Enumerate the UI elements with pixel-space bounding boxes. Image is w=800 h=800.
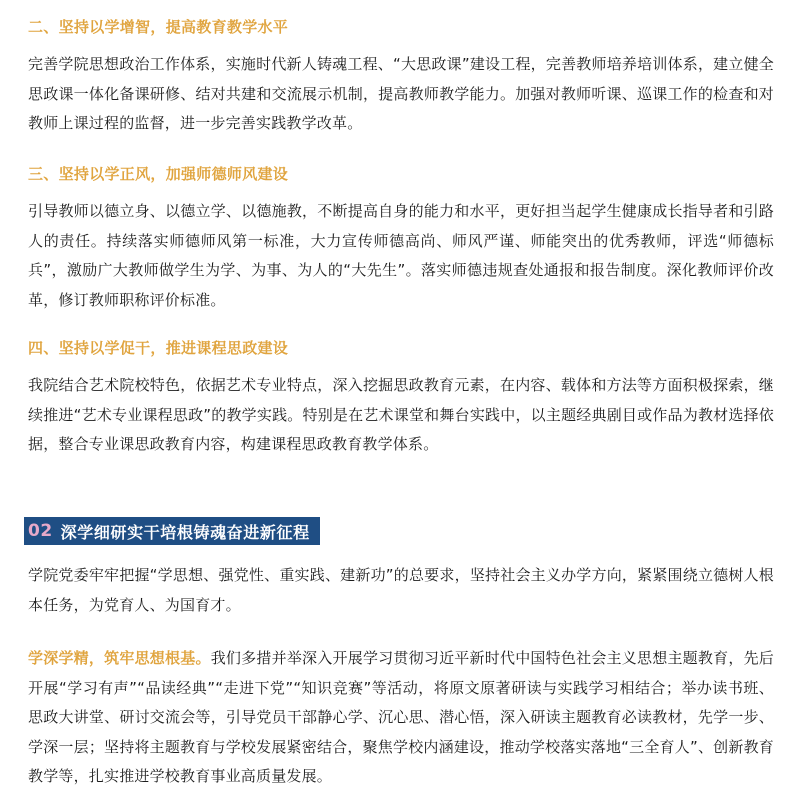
intro-paragraph-block: [28, 561, 774, 620]
final-body-text: 我们多措并举深入开展学习贯彻习近平新时代中国特色社会主义思想主题教育，先后开展“学习有声”“品读经典”“走进下党”“知识竞赛”等活动，将原文原著研读与实践学习相结合；举办读书班、思政大讲堂、研讨交流会等，引导党员干部静心学、沉心思、潜心悟，深入研读主题教育必读教材，先学一步、学深一层；坚持将主题教育与学校发展紧密结合，聚焦学校内涵建设，推动学校落实落地“三全育人”、创新教育教学等，扎实推进学校教育事业高质量发展。: [28, 649, 774, 785]
section-three-heading: 三、坚持以学正风，加强师德师风建设: [28, 165, 289, 183]
section-three-body: 引导教师以德立身、以德立学、以德施教，不断提高自身的能力和水平，更好担当起学生健康成长指导者和引路人的责任。持续落实师德师风第一标准，大力宣传师德高尚、师风严谨、师能突出的优秀教师，评选“师德标兵”，激励广大教师做学生为学、为事、为人的“大先生”。落实师德违规查处通报和报告制度。深化教师评价改革，修订教师职称评价标准。: [28, 202, 774, 309]
section-four: [28, 337, 774, 460]
section-header-number: 02: [28, 521, 53, 541]
section-two: [28, 16, 774, 139]
final-paragraph-block: [28, 644, 774, 792]
section-two-heading: 二、坚持以学增智，提高教育教学水平: [28, 18, 289, 36]
section-header-title: 深学细研实干培根铸魂奋进新征程: [60, 522, 310, 542]
intro-paragraph: 学院党委牢牢把握“学思想、强党性、重实践、建新功”的总要求，坚持社会主义办学方向，紧紧围绕立德树人根本任务，为党育人、为国育才。: [28, 566, 774, 614]
section-four-heading: 四、坚持以学促干，推进课程思政建设: [28, 339, 289, 357]
section-header-banner: [24, 517, 320, 545]
section-four-body: 我院结合艺术院校特色，依据艺术专业特点，深入挖掘思政教育元素，在内容、载体和方法等方面积极探索，继续推进“艺术专业课程思政”的教学实践。特别是在艺术课堂和舞台实践中，以主题经典剧目或作品为教材选择依据，整合专业课思政教育内容，构建课程思政教育教学体系。: [28, 376, 774, 453]
final-paragraph: [28, 644, 774, 792]
section-two-body: 完善学院思想政治工作体系，实施时代新人铸魂工程、“大思政课”建设工程，完善教师培养培训体系，建立健全思政课一体化备课研修、结对共建和交流展示机制，提高教师教学能力。加强对教师听课、巡课工作的检查和对教师上课过程的监督，进一步完善实践教学改革。: [28, 55, 774, 132]
section-three: [28, 163, 774, 315]
final-lead-phrase: 学深学精，筑牢思想根基。: [28, 649, 211, 667]
